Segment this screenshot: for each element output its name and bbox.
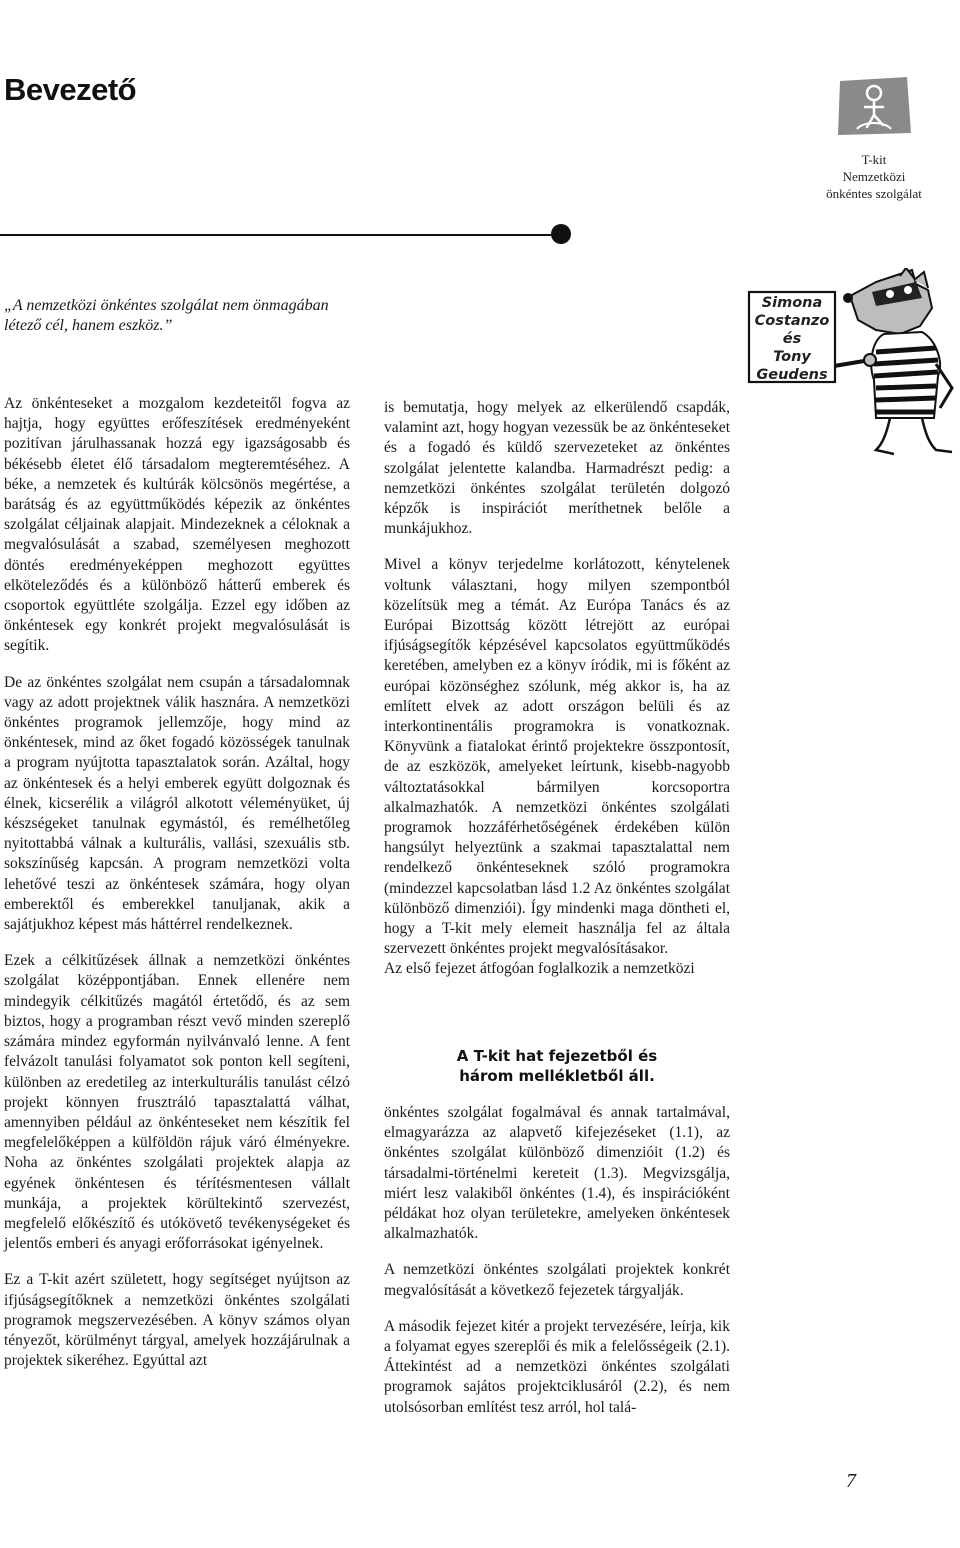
divider-dot <box>551 224 571 244</box>
body-paragraph: Ez a T-kit azért született, hogy segítséget nyújtson az ifjúságsegítőknek a nemzetközi önkéntes szolgálati programok megszervezésében. A könyv számos olyan tényezőt, körülményt tárgyal, amelyek hozzájárulnak a projektek sikeréhez. Egyúttal azt <box>4 1271 350 1370</box>
caption-line: önkéntes szolgálat <box>826 186 922 201</box>
body-paragraph: is bemutatja, hogy melyek az elkerülendő csapdák, valamint azt, hogy hogyan vezessük be az önkénteseket és a fogadó és küldő szervezeteket az önkéntes szolgálat jelentette kalandba. Harmadrészt pedig: a nemzetközi önkéntes szolgálat területén dolgozó képzők is inspirációt meríthetnek belőle a munkájukhoz. <box>384 399 730 538</box>
author-line: és <box>782 331 802 347</box>
body-paragraph: Ezek a célkitűzések állnak a nemzetközi önkéntes szolgálat középpontjában. Ennek ellenére nem mindegyik célkitűzés magától értetődő, és az sem biztos, hogy a programban részt vevő minden szereplő számára mindez egyformán nyilvánvaló lenne. A fent felvázolt tanulási folyamatot sok ponton kell segíteni, különben az eredetileg az interkulturális tanulást célzó projekt könnyen frusztráló tapasztalattá válhat, amennyiben például az önkénteseket nem készítik fel megfelelőképpen a külföldön rájuk váró élményekre. Noha az önkéntes szolgálati projektek alapja az egyének önkéntesen és térítésmentesen vállalt munkája, a projektek körültekintő szervezést, megfelelő előkészítő és utókövető tevékenységeket és jelentős emberi és anyagi erőforrásokat igényelnek. <box>4 952 350 1253</box>
callout-line: három mellékletből áll. <box>459 1067 655 1085</box>
horizontal-divider <box>0 234 552 236</box>
body-paragraph: Az önkénteseket a mozgalom kezdeteitől fogva az hajtja, hogy együttes erőfeszítések eredményeként pozitívan járulhassanak hozzá egy igazságosabb és békésebb életet élő társadalom megteremtéséhez. A béke, a nemzetek és kultúrák kölcsönös megértése, a barátság és az együttműködés képezik az önkéntes szolgálat céljainak alapjait. Mindezeknek a céloknak a megvalósulását a szabad, személyesen meghozott döntés eredményeképpen meghozott együttes elköteleződés és a különböző hátterű emberek és csoportok együttléte szolgálja. Ezzel egy időben az önkéntesek egy konkrét projekt megvalósulását is segítik. <box>4 395 350 655</box>
right-column-top <box>384 398 730 980</box>
page-number: 7 <box>846 1470 856 1492</box>
body-paragraph: A nemzetközi önkéntes szolgálati projektek konkrét megvalósítását a következő fejezetek tárgyalják. <box>384 1261 730 1299</box>
caption-line: T-kit <box>861 152 887 167</box>
body-paragraph: Az első fejezet átfogóan foglalkozik a nemzetközi <box>384 960 695 978</box>
cartoon-cat-icon <box>836 268 960 460</box>
page-title: Bevezető <box>4 72 137 107</box>
t-kit-caption <box>780 151 960 202</box>
caption-line: Nemzetközi <box>842 169 906 184</box>
chapter-callout <box>384 1046 730 1086</box>
right-column-bottom <box>384 1103 730 1418</box>
left-column <box>4 394 350 1371</box>
intro-quote: „A nemzetközi önkéntes szolgálat nem önmagában létező cél, hanem eszköz.” <box>4 297 329 334</box>
author-line: Simona <box>761 295 823 311</box>
author-line: Tony <box>773 349 811 365</box>
t-kit-logo-icon <box>837 77 911 135</box>
author-line: Costanzo <box>754 313 830 329</box>
callout-line: A T-kit hat fejezetből és <box>456 1047 658 1065</box>
author-names <box>747 294 837 384</box>
body-paragraph: önkéntes szolgálat fogalmával és annak tartalmával, elmagyarázza az alapvető kifejezéseket (1.1), az önkéntes szolgálat különböző dimenzióit (1.2) és társadalmi-történelmi kereteit (1.3). Megvizsgálja, miért lesz valakiből önkéntes (1.4), és inspirációként példákat hoz olyan területekre, amelyeken önkéntesek alkalmazhatók. <box>384 1104 730 1243</box>
body-paragraph: A második fejezet kitér a projekt tervezésére, leírja, kik a folyamat egyes szereplői és mik a felelősségeik (2.1). Áttekintést ad a nemzetközi önkéntes szolgálati programok sajátos projektciklusáról (2.2), és nem utolsósorban említést tesz arról, hol talá- <box>384 1317 730 1416</box>
author-line: Geudens <box>756 367 828 383</box>
body-paragraph: De az önkéntes szolgálat nem csupán a társadalomnak vagy az adott projektnek válik hasznára. A nemzetközi önkéntes programok jellemzője, hogy mind az önkéntesek, mind az őket fogadó közösségek tanulnak a program nyújtotta tapasztalatok során. Azáltal, hogy az önkéntesek és a helyi emberek együtt dolgoznak és élnek, kicserélik a világról alkotott véleményüket, új készségeket tanulnak egymástól, és remélhetőleg nyitottabbá válnak a kulturális, vallási, szexuális stb. sokszínűség kapcsán. A program nemzetközi volta lehetővé teszi az önkéntesek számára, hogy olyan emberektől és emberekkel tanuljanak, akik a sajátjukhoz képest más háttérrel rendelkeznek. <box>4 673 350 934</box>
body-paragraph: Mivel a könyv terjedelme korlátozott, kénytelenek voltunk választani, hogy milyen szempontból közelítsük meg a témát. Az Európa Tanács és az Európai Bizottság között létrejött az európai ifjúságsegítők képzésével kapcsolatos együttműködés keretében, amelyben ez a könyv íródik, mi is főként az európai közönséghez szólunk, még akkor is, ha az említett elvek az adott országon belüli és az interkontinentális programokra is vonatkoznak. Könyvünk a fiatalokat érintő projektekre összpontosít, de az eszközök, amelyeket leírtunk, kisebb-nagyobb változtatásokkal bármilyen korcsoportra alkalmazhatók. A nemzetközi önkéntes szolgálati programok hozzáférhetőségének érdekében külön hangsúlyt helyeztünk a szakmai tapasztalattal nem rendelkező önkénteseknek szóló programokra (mindezzel kapcsolatban lásd 1.2 Az önkéntes szolgálat különböző dimenziói). Így mindenki maga döntheti el, hogy a T-kit mely elemeit használja fel az általa szervezett önkéntes projekt megvalósításakor. <box>384 556 730 958</box>
